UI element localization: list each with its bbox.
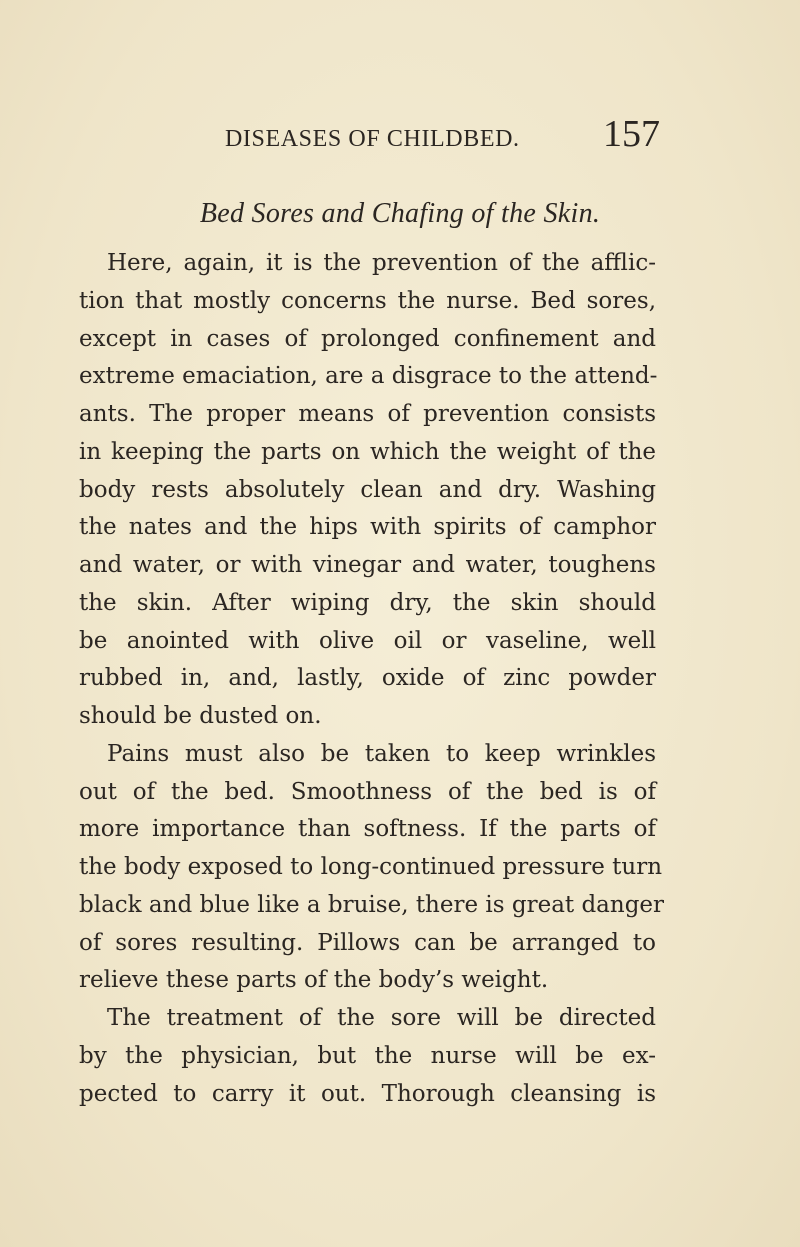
text-line: the skin. After wiping dry, the skin should bbox=[79, 589, 656, 616]
body-text bbox=[79, 245, 665, 1113]
text-line: pected to carry it out. Thorough cleansing is bbox=[79, 1080, 656, 1107]
running-title: DISEASES OF CHILDBED. bbox=[225, 126, 520, 152]
text-line: and water, or with vinegar and water, toughens bbox=[79, 552, 656, 578]
text-line: of sores resulting. Pillows can be arranged to bbox=[79, 929, 656, 956]
text-line: by the physician, but the nurse will be ex- bbox=[79, 1042, 656, 1069]
text-line: rubbed in, and, lastly, oxide of zinc powder bbox=[79, 665, 656, 692]
page-number: 157 bbox=[603, 113, 660, 155]
text-line: be anointed with olive oil or vaseline, well bbox=[79, 627, 656, 654]
text-line: relieve these parts of the body’s weight. bbox=[79, 967, 549, 994]
text-line: body rests absolutely clean and dry. Washing bbox=[79, 476, 656, 503]
section-heading: Bed Sores and Chafing of the Skin. bbox=[199, 198, 601, 229]
text-line: tion that mostly concerns the nurse. Bed sores, bbox=[79, 287, 656, 314]
text-line: black and blue like a bruise, there is great danger bbox=[79, 891, 665, 918]
text-line: ants. The proper means of prevention consists bbox=[79, 401, 656, 427]
text-line: The treatment of the sore will be directed bbox=[107, 1005, 656, 1031]
text-line: should be dusted on. bbox=[79, 703, 322, 729]
text-line: out of the bed. Smoothness of the bed is of bbox=[79, 778, 656, 805]
text-line: Here, again, it is the prevention of the afflic- bbox=[107, 250, 656, 276]
text-line: the body exposed to long-continued pressure turn bbox=[79, 854, 663, 880]
text-line: the nates and the hips with spirits of camphor bbox=[79, 514, 656, 541]
running-head bbox=[80, 112, 660, 160]
text-line: more importance than softness. If the parts of bbox=[79, 816, 656, 843]
text-line: except in cases of prolonged confinement and bbox=[79, 325, 656, 352]
text-line: extreme emaciation, are a disgrace to the attend- bbox=[79, 363, 658, 390]
text-line: in keeping the parts on which the weight of the bbox=[79, 438, 656, 465]
text-line: Pains must also be taken to keep wrinkles bbox=[107, 740, 656, 767]
